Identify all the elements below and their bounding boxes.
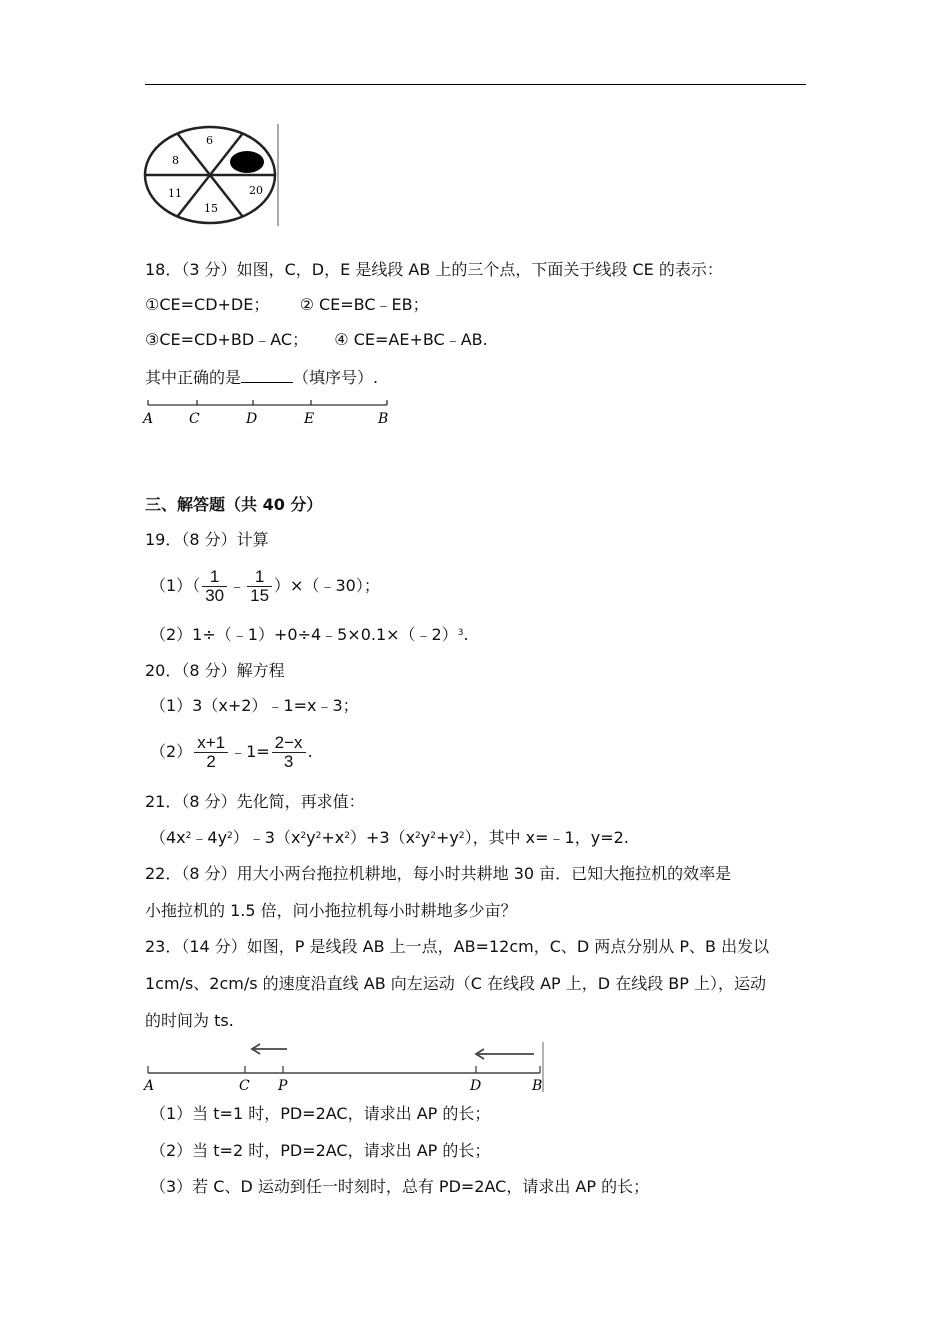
point-label: C: [239, 1078, 250, 1094]
point-label: B: [532, 1078, 543, 1094]
header-rule: [145, 84, 806, 85]
q19-part1-prefix: （1）（: [150, 576, 201, 595]
point-label: A: [144, 1078, 155, 1094]
q23-part3: （3）若 C、D 运动到任一时刻时，总有 PD=2AC，请求出 AP 的长；: [150, 1177, 650, 1196]
point-label: D: [246, 411, 258, 427]
q22-line2: 小拖拉机的 1.5 倍，问小拖拉机每小时耕地多少亩？: [145, 901, 517, 920]
wheel-black-dot: [230, 151, 264, 173]
q18-options-row1: [145, 294, 429, 316]
point-label: P: [278, 1078, 288, 1094]
q23-motion-figure: [140, 1040, 550, 1096]
q18-options-row2: [145, 329, 488, 351]
q18-option-1: ①CE=CD+DE；: [145, 295, 270, 314]
q20-part1: （1）3（x+2）﹣1=x﹣3；: [150, 696, 359, 715]
q18-answer-blank[interactable]: [241, 366, 293, 383]
q23-line1: 23．（14 分）如图，P 是线段 AB 上一点，AB=12cm，C、D 两点分别从 P、B 出发以: [145, 937, 770, 956]
q23-line2: 1cm/s、2cm/s 的速度沿直线 AB 向左运动（C 在线段 AP 上，D 在线段 BP 上），运动: [145, 974, 766, 993]
q22-line1: 22．（8 分）用大小两台拖拉机耕地，每小时共耕地 30 亩．已知大拖拉机的效率是: [145, 864, 732, 883]
fraction: $\frac{1}{15}$: [247, 568, 272, 605]
q19-stem: 19．（8 分）计算: [145, 530, 269, 549]
point-label: D: [470, 1078, 482, 1094]
q18-option-4: ④ CE=AE+BC﹣AB.: [334, 330, 488, 349]
point-label: A: [143, 411, 154, 427]
point-label: C: [189, 411, 200, 427]
fraction: $\frac{2-x}{3}$: [272, 734, 306, 771]
q20-stem: 20．（8 分）解方程: [145, 661, 285, 680]
q23-part2: （2）当 t=2 时，PD=2AC，请求出 AP 的长；: [150, 1141, 491, 1160]
wheel-number: 11: [168, 187, 182, 200]
fraction: $\frac{1}{30}$: [202, 568, 227, 605]
q18-stem: 18．（3 分）如图，C，D，E 是线段 AB 上的三个点，下面关于线段 CE 的表示：: [145, 260, 723, 279]
q18-option-2: ② CE=BC﹣EB；: [299, 295, 429, 314]
q18-ask-prefix: 其中正确的是: [145, 368, 242, 387]
point-label: E: [304, 411, 315, 427]
fraction: $\frac{x+1}{2}$: [194, 734, 228, 771]
q19-part1: （1）（ $\frac{1}{30}$ ﹣ $\frac{1}{15}$ ）×（﹣30）；: [150, 567, 380, 605]
section-title: 三、解答题（共 40 分）: [145, 495, 323, 514]
q23-part1: （1）当 t=1 时，PD=2AC，请求出 AP 的长；: [150, 1104, 491, 1123]
spinner-wheel-figure: [140, 120, 285, 230]
q19-part1-suffix: ）×（﹣30）；: [274, 576, 380, 595]
wheel-number: 15: [204, 202, 218, 215]
q18-ask: [145, 366, 378, 389]
q18-segment-figure: [140, 396, 395, 428]
q20-part2: （2） $\frac{x+1}{2}$ ﹣1= $\frac{2-x}{3}$ .: [150, 733, 313, 771]
wheel-number: 20: [249, 184, 263, 197]
point-label: B: [378, 411, 389, 427]
q21-expression: $(4x^2﹣4y^2)﹣3(x^2y^2+x^2)+3(x^2y^2+y^2)$，其中 x=﹣1，y=2.: [150, 828, 629, 847]
q19-part2: （2）1÷（﹣1）+0÷4﹣5×0.1×（﹣2）$^3$.: [150, 625, 469, 644]
q21-stem: 21．（8 分）先化简，再求值：: [145, 792, 365, 811]
q18-ask-suffix: （填序号）.: [293, 368, 379, 387]
wheel-number: 6: [206, 134, 213, 147]
q23-line3: 的时间为 ts.: [145, 1011, 234, 1030]
q18-option-3: ③CE=CD+BD﹣AC；: [145, 330, 309, 349]
wheel-number: 8: [172, 154, 179, 167]
